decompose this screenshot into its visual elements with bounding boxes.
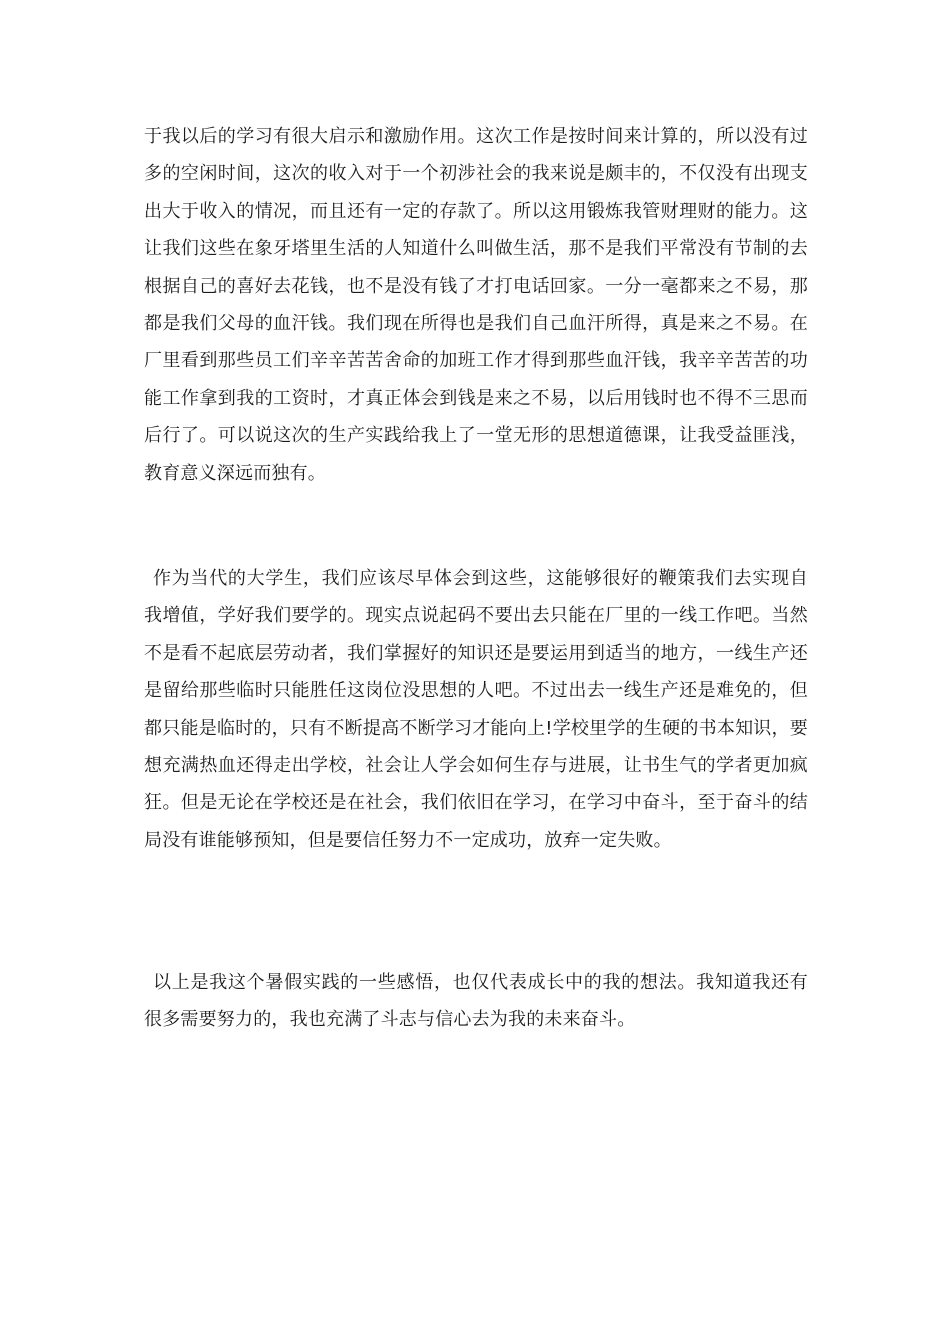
paragraph-conclusion: 以上是我这个暑假实践的一些感悟，也仅代表成长中的我的想法。我知道我还有很多需要努力的，我也充满了斗志与信心去为我的未来奋斗。 bbox=[144, 972, 808, 1031]
paragraph-savings-reflection: 于我以后的学习有很大启示和激励作用。这次工作是按时间来计算的，所以没有过多的空闲时间，这次的收入对于一个初涉社会的我来说是颇丰的，不仅没有出现支出大于收入的情况，而且还有一定的存款了。所以这用锻炼我管财理财的能力。这让我们这些在象牙塔里生活的人知道什么叫做生活，那不是我们平常没有节制的去根据自己的喜好去花钱，也不是没有钱了才打电话回家。一分一毫都来之不易，那都是我们父母的血汗钱。我们现在所得也是我们自己血汗所得，真是来之不易。在厂里看到那些员工们辛辛苦苦舍命的加班工作才得到那些血汗钱，我辛辛苦苦的功能工作拿到我的工资时，才真正体会到钱是来之不易，以后用钱时也不得不三思而后行了。可以说这次的生产实践给我上了一堂无形的思想道德课，让我受益匪浅，教育意义深远而独有。 bbox=[144, 126, 808, 484]
paragraph-student-growth: 作为当代的大学生，我们应该尽早体会到这些，这能够很好的鞭策我们去实现自我增值，学好我们要学的。现实点说起码不要出去只能在厂里的一线工作吧。当然不是看不起底层劳动者，我们掌握好的知识还是要运用到适当的地方，一线生产还是留给那些临时只能胜任这岗位没思想的人吧。不过出去一线生产还是难免的，但都只能是临时的，只有不断提高不断学习才能向上!学校里学的生硬的书本知识，要想充满热血还得走出学校，社会让人学会如何生存与进展，让书生气的学者更加疯狂。但是无论在学校还是在社会，我们依旧在学习，在学习中奋斗，至于奋斗的结局没有谁能够预知，但是要信任努力不一定成功，放弃一定失败。 bbox=[144, 568, 808, 851]
